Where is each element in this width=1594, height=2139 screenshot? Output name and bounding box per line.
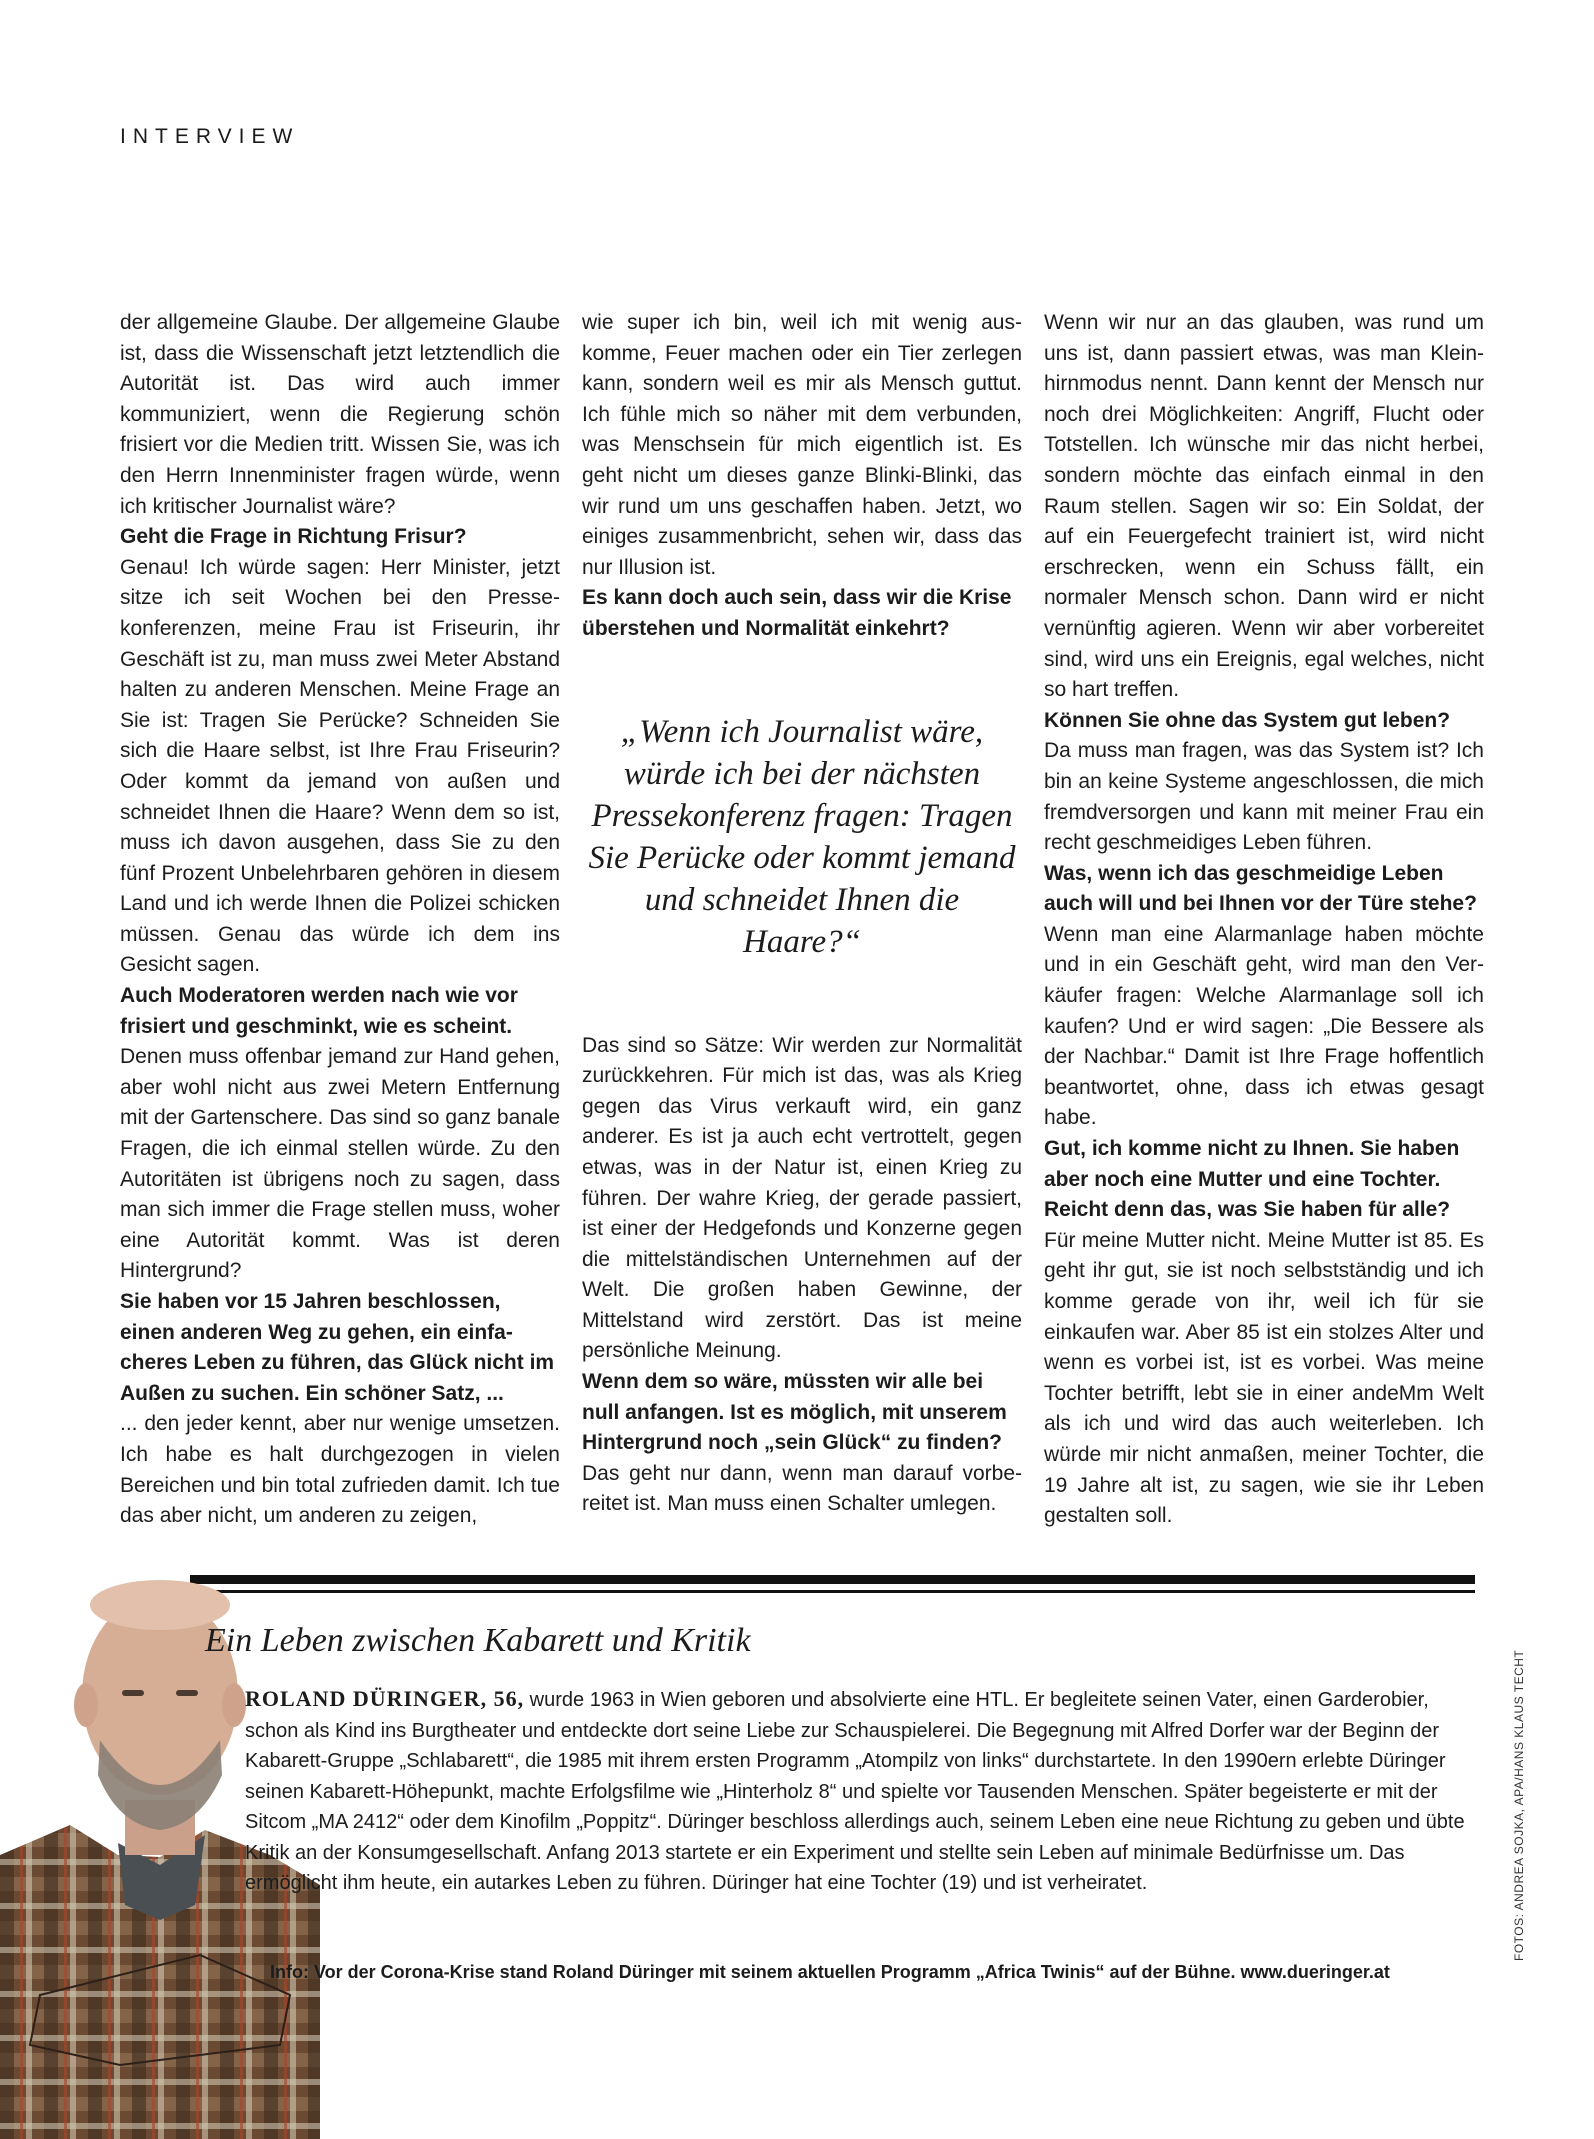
bio-heading: Ein Leben zwischen Kabarett und Kritik — [205, 1622, 751, 1659]
interview-answer: Für meine Mutter nicht. Meine Mutter ist 85. Es geht ihr gut, sie ist noch selbstständig und ich komme gerade von ihr, weil ich für sie einkaufen war. Aber 85 ist ein stolzes Alter und wenn es vorbei ist, ist es vorbei. Was meine Tochter betrifft, lebt sie in einer andeMm Welt als ich und wird das auch weiterleben. Ich würde mir nicht anmaßen, meiner Tochter, die 19 Jahre alt ist, zu sagen, wie sie ihr Leben gestalten soll. — [1044, 1228, 1484, 1528]
bio-text — [245, 1684, 1470, 1899]
section-label: INTERVIEW — [120, 125, 300, 148]
interview-answer: Denen muss offenbar jemand zur Hand gehen, aber wohl nicht aus zwei Metern Entfernung mit der Gartenschere. Das sind so ganz banale Fragen, die ich einmal stellen würde. Zu den Autoritäten ist übrigens noch zu sagen, dass man sich immer die Frage stellen muss, woher eine Autorität kommt. Was ist deren Hintergrund? — [120, 1045, 560, 1283]
bio-name: ROLAND DÜRINGER, 56, — [245, 1686, 525, 1711]
interview-question: Gut, ich komme nicht zu Ihnen. Sie haben aber noch eine Mutter und eine Tochter. Reicht denn das, was Sie haben für alle? — [1044, 1137, 1460, 1222]
interview-answer: Da muss man fragen, was das System ist? Ich bin an keine Systeme angeschlossen, die mich fremdversorgen und kann mit meiner Frau ein recht geschmeidiges Leben führen. — [1044, 739, 1484, 855]
interview-answer: Das geht nur dann, wenn man darauf vorbereitet ist. Man muss einen Schalter umlegen. — [582, 1461, 1022, 1516]
interview-question: Sie haben vor 15 Jahren beschlossen, einen anderen Weg zu gehen, ein einfacheres Leben zu führen, das Glück nicht im Außen zu suchen. Ein schöner Satz, ... — [120, 1290, 555, 1405]
article-column-2 — [582, 308, 1022, 1520]
pull-quote: „Wenn ich Journalist wäre, würde ich bei der nächsten Pressekonferenz fragen: Tragen Sie Perücke oder kommt jemand und schneidet Ihnen die Haare?“ — [588, 713, 1016, 960]
article-column-1 — [120, 308, 560, 1532]
article-column-3 — [1044, 308, 1484, 1532]
bio-rule-thin — [190, 1590, 1475, 1593]
interview-answer: ... den jeder kennt, aber nur wenige umsetzen. Ich habe es halt durchgezogen in vielen Bereichen und bin total zufrieden damit. Ich tue das aber nicht, um anderen zu zeigen, — [120, 1412, 560, 1528]
interview-question: Geht die Frage in Richtung Frisur? — [120, 525, 467, 549]
interview-question: Wenn dem so wäre, müssten wir alle bei null anfangen. Ist es möglich, mit unserem Hintergrund noch „sein Glück“ zu finden? — [582, 1370, 1007, 1455]
interview-answer: Wenn man eine Alarmanlage haben möchte und in ein Geschäft geht, wird man den Verkäufer fragen: Welche Alarmanlage soll ich kaufen? Und er wird sagen: „Die Bessere als der Nachbar.“ Damit ist Ihre Frage hoffentlich beantwortet, ohne, dass ich etwas gesagt habe. — [1044, 922, 1484, 1130]
interview-answer: wie super ich bin, weil ich mit wenig auskomme, Feuer machen oder ein Tier zerlegen kann, sondern weil es mir als Mensch guttut. Ich fühle mich so näher mit dem verbunden, was Menschsein für mich eigentlich ist. Es geht nicht um dieses ganze Blinki-Blinki, das wir rund um uns geschaffen haben. Jetzt, wo einiges zusammenbricht, sehen wir, dass das nur Illusion ist. — [582, 311, 1022, 579]
interview-question: Was, wenn ich das geschmeidige Leben auch will und bei Ihnen vor der Türe stehe? — [1044, 861, 1477, 916]
column-2-top — [582, 308, 1022, 645]
bio-rule-thick — [190, 1575, 1475, 1584]
interview-question: Können Sie ohne das System gut leben? — [1044, 708, 1451, 732]
interview-answer: Das sind so Sätze: Wir werden zur Normalität zurückkehren. Für mich ist das, was als Krieg gegen das Virus verkauft wird, ein ganz anderer. Es ist ja auch echt vertrottelt, gegen etwas, was in der Natur ist, einen Krieg zu führen. Der wahre Krieg, der gerade passiert, ist einer der Hedgefonds und Konzerne gegen die mittelständischen Unternehmen auf der Welt. Die großen haben Gewinne, der Mittelstand wird zerstört. Das ist meine persönliche Meinung. — [582, 1033, 1022, 1363]
interview-question: Es kann doch auch sein, dass wir die Krise überstehen und Normalität einkehrt? — [582, 586, 1012, 640]
column-2-bottom — [582, 1031, 1022, 1521]
bio-info: Info: Vor der Corona-Krise stand Roland Düringer mit seinem aktuellen Programm „Africa Twinis“ auf der Bühne. www.dueringer.at — [270, 1962, 1390, 1982]
interview-answer: Wenn wir nur an das glauben, was rund um uns ist, dann passiert etwas, was man Kleinhirnmodus nennt. Dann kennt der Mensch nur noch drei Möglichkeiten: Angriff, Flucht oder Totstellen. Ich wünsche mir das nicht herbei, sondern möchte das einfach einmal in den Raum stellen. Sagen wir so: Ein Soldat, der auf ein Feuergefecht trainiert ist, wird nicht erschrecken, wenn ein Schuss fällt, ein normaler Mensch schon. Dann wird er nicht vernünftig agieren. Wenn wir aber vorbereitet sind, wird uns ein Ereignis, egal welches, nicht so hart treffen. — [1044, 311, 1484, 702]
interview-answer: der allgemeine Glaube. Der allgemeine Glaube ist, dass die Wissenschaft jetzt letztendlich die Autorität ist. Das wird auch immer kommuniziert, wenn die Regierung schön frisiert vor die Medien tritt. Wissen Sie, was ich den Herrn Innenminister fragen würde, wenn ich kritischer Journalist wäre? — [120, 311, 560, 518]
interview-answer: Genau! Ich würde sagen: Herr Minister, jetzt sitze ich seit Wochen bei den Pressekonferenzen, meine Frau ist Friseurin, ihr Geschäft ist zu, man muss zwei Meter Abstand halten zu anderen Menschen. Meine Frage an Sie ist: Tragen Sie Perücke? Schneiden Sie sich die Haare selbst, ist Ihre Frau Friseurin? Oder kommt da jemand von außen und schneidet Ihnen die Haare? Wenn dem so ist, muss ich davon ausgehen, dass Sie zu den fünf Prozent Unbelehrbaren gehören in diesem Land und ich werde Ihnen die Polizei schicken müssen. Genau das würde ich dem ins Gesicht sagen. — [120, 555, 560, 977]
photo-credit: FOTOS: ANDREA SOJKA, APA/HANS KLAUS TECHT — [1512, 1650, 1526, 1962]
bio-body: wurde 1963 in Wien geboren und absolvierte eine HTL. Er begleitete seinen Vater, einen Garderobier, schon als Kind ins Burgtheater und entdeckte dort seine Liebe zur Schauspielerei. Die Begegnung mit Alfred Dorfer war der Beginn der Kabarett-Gruppe „Schlabarett“, die 1985 mit ihrem ersten Programm „Atompilz von links“ durchstartete. In den 1990ern erlebte Düringer seinen Kabarett-Höhepunkt, machte Erfolgsfilme wie „Hinterholz 8“ und spielte vor Tausenden Menschen. Später begeisterte er mit der Sitcom „MA 2412“ oder dem Kinofilm „Poppitz“. Düringer beschloss allerdings auch, seinem Leben eine neue Richtung zu geben und übte Kritik an der Konsumgesellschaft. Anfang 2013 startete er ein Experiment und stellte sein Leben auf minimale Bedürfnisse um. Das ermöglicht ihm heute, ein autarkes Leben zu führen. Düringer hat eine Tochter (19) und ist verheiratet. — [245, 1689, 1465, 1894]
interview-question: Auch Moderatoren werden nach wie vor frisiert und geschminkt, wie es scheint. — [120, 984, 518, 1038]
